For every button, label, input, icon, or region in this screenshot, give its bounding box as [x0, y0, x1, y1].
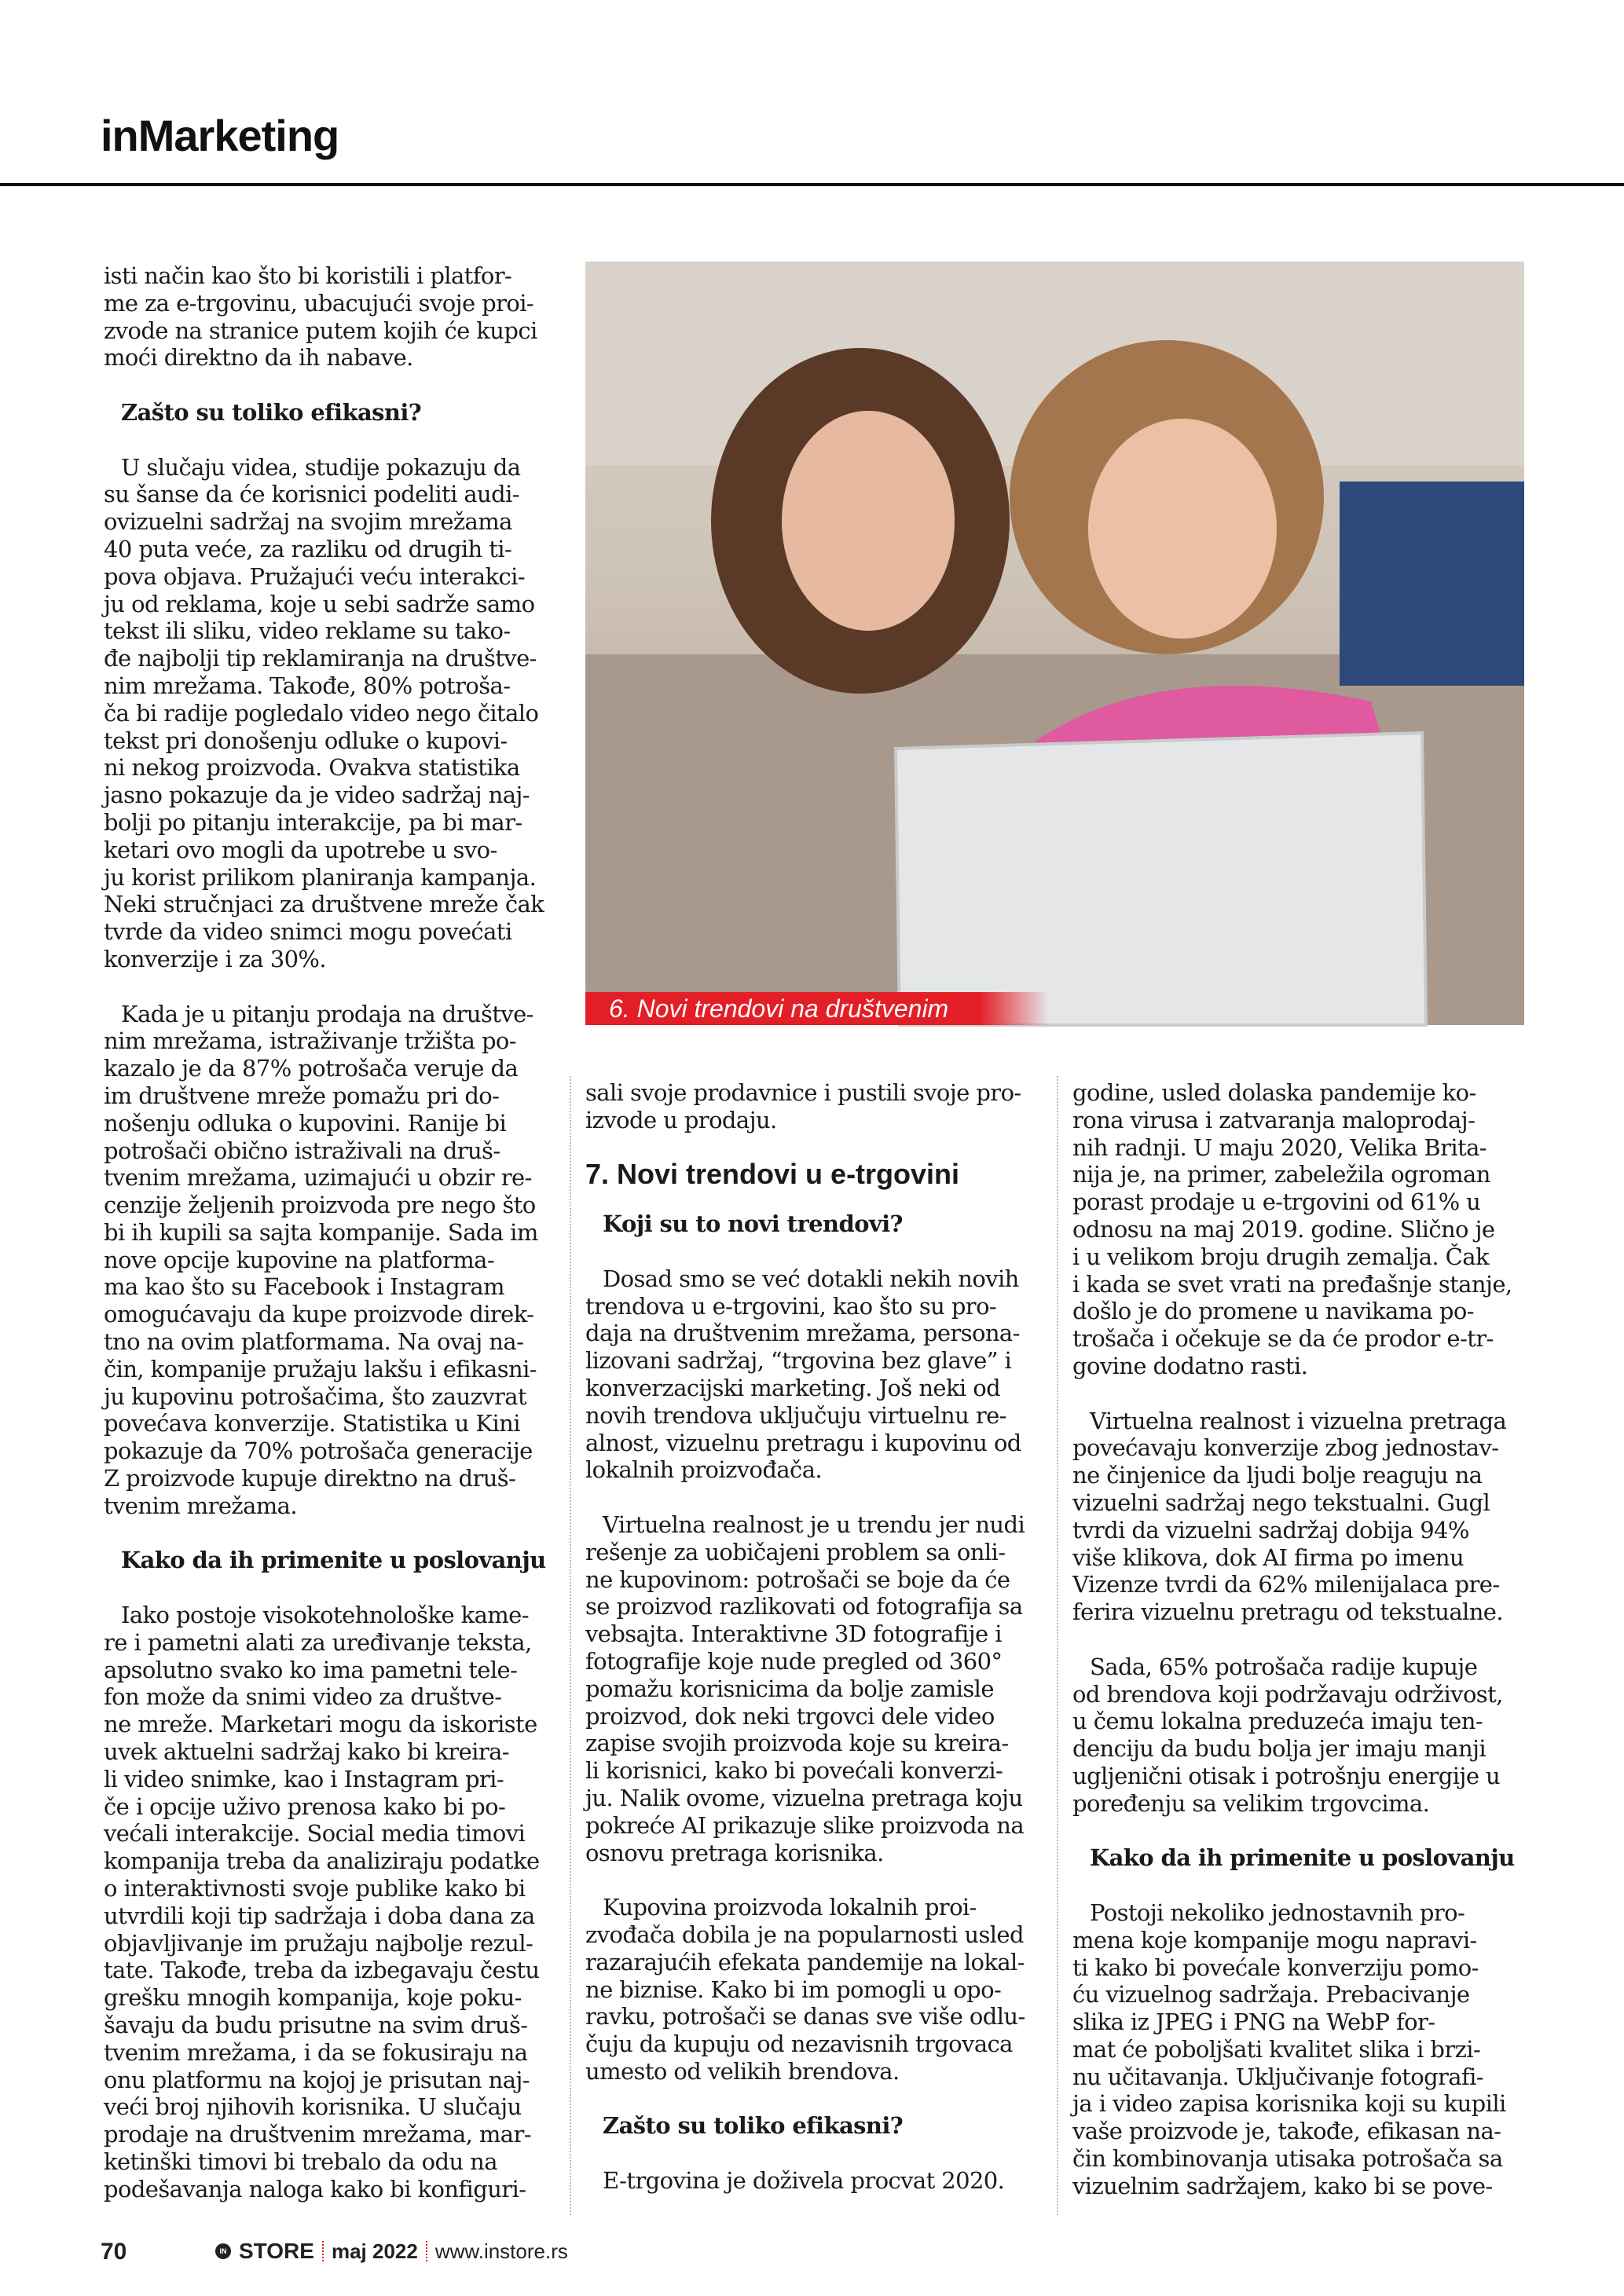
subheading: Zašto su toliko efikasni? — [121, 398, 422, 426]
website-link[interactable]: www.instore.rs — [434, 2239, 568, 2263]
column-divider — [570, 1076, 571, 2215]
paragraph: godine, usled dolaska pandemije ko- rona virusa i zatvaranja maloprodaj- nih radnji. U maju 2020, Velika Brita- nija je, na primer, zabeležila ogroman porast prodaje u e-trgovini od 61% u odnosu na maj 2019. godine. Slično je i u velikom broju drugih zemalja. Čak i kada se svet vrati na pređašnje stanje, došlo je do promene u navikama po- trošača i očekuje se da će prodor e-tr- govine dodatno rasti. — [1072, 1079, 1512, 1379]
paragraph: Virtuelna realnost i vizuelna pretraga povećavaju konverzije zbog jednostav- ne činjenice da ljudi bolje reaguju na vizuelni sadržaj nego tekstualni. Gugl tvrdi da vizuelni sadržaj dobija 94% više klikova, dok AI firma po imenu Vizenze tvrdi da 62% milenijalaca pre- ferira vizuelnu pretragu od tekstualne. — [1072, 1407, 1507, 1626]
instore-logo-icon: IN — [215, 2243, 231, 2259]
article-photo — [585, 262, 1524, 1056]
paragraph: Kupovina proizvoda lokalnih proi- zvođača dobila je na popularnosti usled razarajućih efekata pandemije na lokal- ne biznise. Kako bi im pomogli u opo- ravku, potrošači se danas sve više odlu- čuju da kupuju od nezavisnih trgovaca umesto od velikih brendova. — [585, 1894, 1025, 2085]
paragraph: Kada je u pitanju prodaja na društve- nim mrežama, istraživanje tržišta po- kazalo je da 87% potrošača veruje da im društvene mreže pomažu pri do- nošenju odluka o kupovini. Ranije bi potrošači obično istraživali na druš- tvenim mrežama, uzimajući u obzir re- cenzije željenih proizvoda pre nego što bi ih kupili sa sajta kompanije. Sada im nove opcije kupovine na platforma- ma kao što su Facebook i Instagram omogućavaju da kupe proizvode direk- tno na ovim platformama. Na ovaj na- čin, kompanije pružaju lakšu i efikasni- ju kupovinu potrošačima, što zauzvrat povećava konverzije. Statistika u Kini pokazuje da 70% potrošača generacije Z proizvode kupuje direktno na druš- tvenim mrežama. — [104, 1000, 538, 1519]
paragraph: isti način kao što bi koristili i platfor- me za e-trgovinu, ubacujući svoje proi- zvode na stranice putem kojih će kupci moći direktno da ih nabave. — [104, 262, 537, 372]
page-number: 70 — [101, 2239, 127, 2265]
issue-date: maj 2022 — [331, 2239, 418, 2263]
column-2 — [585, 1079, 1041, 2222]
header-rule — [0, 183, 1624, 186]
paragraph: Iako postoje visokotehnološke kame- re i pametni alati za uređivanje teksta, apsolutno svako ko ima pametni tele- fon može da snimi video za društve- ne mreže. Marketari mogu da iskoriste uvek aktuelni sadržaj kako bi kreira- li video snimke, kao i Instagram pri- če i opcije uživo prenosa kako bi po- većali interakcije. Social media timovi kompanija treba da analiziraju podatke o interaktivnosti svoje publike kako bi utvrdili koji tip sadržaja i doba dana za objavljivanje im pružaju najbolje rezul- tate. Takođe, treba da izbegavaju čestu grešku mnogih kompanija, koje poku- šavaju da budu prisutne na svim druš- tvenim mrežama, i da se fokusiraju na onu platformu na kojoj je prisutan naj- veći broj njihovih korisnika. U slučaju prodaje na društvenim mrežama, mar- ketinški timovi bi trebalo da odu na podešavanja naloga kako bi konfiguri- — [104, 1602, 540, 2203]
section-heading: 7. Novi trendovi u e-trgovini — [585, 1158, 960, 1191]
footer-separator — [426, 2241, 427, 2261]
photo-caption: 6. Novi trendovi na društvenim mrežama — [585, 992, 1049, 1025]
subheading: Kako da ih primenite u poslovanju — [1090, 1844, 1515, 1872]
paragraph: Virtuelna realnost je u trendu jer nudi rešenje za uobičajeni problem sa onli- ne kupovinom: potrošači se boje da će se proizvod razlikovati od fotografija sa vebsajta. Interaktivne 3D fotografije i fotografije koje nude pregled od 360° pomažu korisnicima da bolje zamisle proizvod, dok neki trgovci dele video zapise svojih proizvoda koje su kreira- li korisnici, kako bi povećali konverzi- ju. Nalik ovome, vizuelna pretraga koju pokreće AI prikazuje slike proizvoda na osnovu pretraga korisnika. — [585, 1511, 1025, 1866]
footer-info — [215, 2239, 568, 2264]
magazine-name: STORE — [239, 2239, 314, 2263]
paragraph: Postoji nekoliko jednostavnih pro- mena koje kompanije mogu napravi- ti kako bi povećale konverziju pomo- ću vizuelnog sadržaja. Prebacivanje slika iz JPEG i PNG na WebP for- mat će poboljšati kvalitet slika i brzi- nu učitavanja. Uključivanje fotografi- ja i video zapisa korisnika koji su kupili vaše proizvode je, takođe, efikasan na- čin kombinovanja utisaka potrošača sa vizuelnim sadržajem, kako bi se pove- — [1072, 1899, 1506, 2199]
footer-separator — [322, 2241, 324, 2261]
section-brand: inMarketing — [101, 111, 339, 160]
photo-illustration — [585, 262, 1524, 1025]
column-1 — [104, 262, 559, 2230]
column-divider — [1057, 1076, 1058, 2215]
paragraph: E-trgovina je doživela procvat 2020. — [603, 2167, 1005, 2195]
subheading: Kako da ih primenite u poslovanju — [121, 1547, 546, 1574]
subheading: Zašto su toliko efikasni? — [603, 2112, 904, 2140]
paragraph: Dosad smo se već dotakli nekih novih trendova u e-trgovini, kao što su pro- daja na društvenim mrežama, persona- lizovani sadržaj, “trgovina bez glave” i konverzacijski marketing. Još neki od novih trendova uključuju virtuelnu re- alnost, vizuelnu pretragu i kupovinu od lokalnih proizvođača. — [585, 1265, 1021, 1484]
paragraph: Sada, 65% potrošača radije kupuje od brendova koji podržavaju održivost, u čemu lokalna preduzeća imaju ten- denciju da budu bolja jer imaju manji ugljenični otisak i potrošnju energije u poređenju sa velikim trgovcima. — [1072, 1653, 1503, 1817]
paragraph: U slučaju videa, studije pokazuju da su šanse da će korisnici podeliti audi- ovizuelni sadržaj na svojim mrežama 40 puta veće, za razliku od drugih ti- pova objava. Pružajući veću interakci- ju od reklama, koje u sebi sadrže samo tekst ili sliku, video reklame su tako- đe najbolji tip reklamiranja na društve- nim mrežama. Takođe, 80% potroša- ča bi radije pogledalo video nego čitalo tekst pri donošenju odluke o kupovi- ni nekog proizvoda. Ovakva statistika jasno pokazuje da je video sadržaj naj- bolji po pitanju interakcije, pa bi mar- ketari ovo mogli da upotrebe u svo- ju korist prilikom planiranja kampanja. Neki stručnjaci za društvene mreže čak tvrde da video snimci mogu povećati konverzije i za 30%. — [104, 453, 544, 972]
paragraph: sali svoje prodavnice i pustili svoje pro- izvode u prodaju. — [585, 1079, 1021, 1133]
subheading: Koji su to novi trendovi? — [603, 1210, 903, 1238]
column-3 — [1072, 1079, 1528, 2227]
